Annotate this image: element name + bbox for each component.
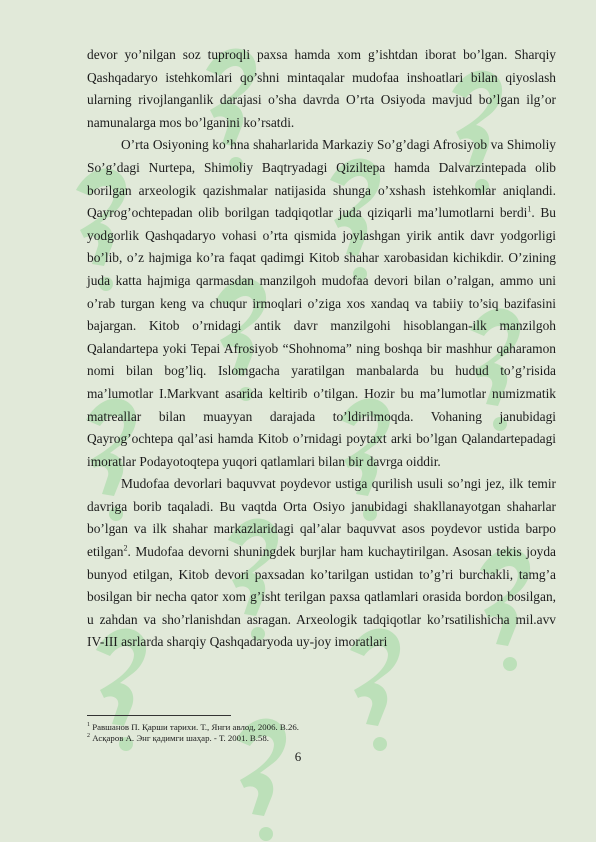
footnote-1-number: 1 (87, 722, 90, 729)
paragraph-3-text-a: Mudofaa devorlari baquvvat poydevor ustiga qurilish usuli so’ngi jez, ilk temir davriga borib taqaladi. Bu vaqtda Orta Osiyo janubidagi shakllanayotgan shaharlar bo’lgan va ilk shahar markazlaridagi qal’alar baquvvat asos poydevor ustida barpo etilgan (87, 476, 556, 560)
paragraph-3-text-b: . Mudofaa devorni shuningdek burjlar ham kuchaytirilgan. Asosan tekis joyda bunyod etilgan, Kitob devori paxsadan ko’tarilgan ustidan to’g’ri burchakli, tamg’a bosilgan bir necha qator xom g’isht terilgan paxsa qatlamlari orasida bordon bosilgan, u zahdan va sho’rlanishdan asragan. Arxeologik tadqiqotlar ko’rsatilishicha mil.avv IV-III asrlarda sharqiy Qashqadaryoda uy-joy imoratlari (87, 544, 556, 650)
footnote-divider (87, 715, 231, 716)
paragraph-2 (87, 134, 556, 473)
paragraph-2-text-a: O’rta Osiyoning ko’hna shaharlarida Markaziy So’g’dagi Afrosiyob va Shimoliy So’g’dagi Nurtepa, Shimoliy Baqtryadagi Qiziltepa hamda Dalvarzintepada olib borilgan arxeologik qazishmalar natijasida shunga o’xshash istehkomlar aniqlandi. Qayrog’ochtepadan olib borilgan tadqiqotlar juda qiziqarli ma’lumotlarni berdi (87, 137, 556, 221)
paragraph-2-text-b: . Bu yodgorlik Qashqadaryo vohasi o’rta qismida joylashgan yirik antik davr yodgorligi bo’lib, o’z hajmiga ko’ra faqat qadimgi Kitob shahar xarobasidan kichikdir. O’zining juda katta hajmiga qarmasdan manzilgoh mudofaa devori bilan o’ralgan, ammo uni o’rab turgan keng va chuqur irmoqlari o’ziga xos xandaq va tabiiy to’siq bazifasini bajargan. Kitob o’rnidagi antik davr manzilgohi hisoblangan-ilk manzilgoh Qalandartepa yoki Tepai Afrosiyob “Shohnoma” ning boshqa bir mashhur qaharamon nomi bilan bog’liq. Islomgacha yaratilgan manbalarda bu hudud to’g’risida ma’lumotlar I.Markvant asarida keltirib o’tilgan. Hozir bu ma’lumotlar numizmatik matreallar bilan muayyan darajada to’ldirilmoqda. Vohaning janubidagi Qayrog’ochtepa qal’asi hamda Kitob o’rnidagi poytaxt arki bo’lgan Qalandartepadagi imoratlar Podayotoqtepa yuqori qatlamlari bilan bir davrga oiddir. (87, 205, 556, 469)
footnote-ref-2[interactable]: 2 (123, 543, 128, 553)
footnote-ref-1[interactable]: 1 (527, 204, 532, 214)
footnote-2-text: Асқаров А. Энг қадимги шаҳар. - Т. 2001. В.58. (90, 733, 269, 743)
paragraph-1 (87, 44, 556, 134)
paragraph-1-text: devor yo’nilgan soz tuproqli paxsa hamda xom g’ishtdan iborat bo’lgan. Sharqiy Qashqadaryo istehkomlari qo’shni mintaqalar mudofaa inshoatlari bilan qiyoslash ularning rivojlanganlik darajasi o’sha davrda O’rta Osiyoda mavjud bo’lgan ilg’or namunalarga mos bo’lganini ko’rsatdi. (87, 47, 556, 130)
footnote-2 (87, 733, 556, 744)
footnote-1-text: Равшанов П. Қарши тарихи. Т., Янги авлод, 2006. В.26. (90, 722, 299, 732)
footnote-1 (87, 722, 556, 733)
paragraph-3 (87, 473, 556, 654)
footnotes (87, 722, 556, 744)
footnote-2-number: 2 (87, 733, 90, 740)
body-text (87, 44, 556, 654)
page-number: 6 (294, 749, 302, 764)
